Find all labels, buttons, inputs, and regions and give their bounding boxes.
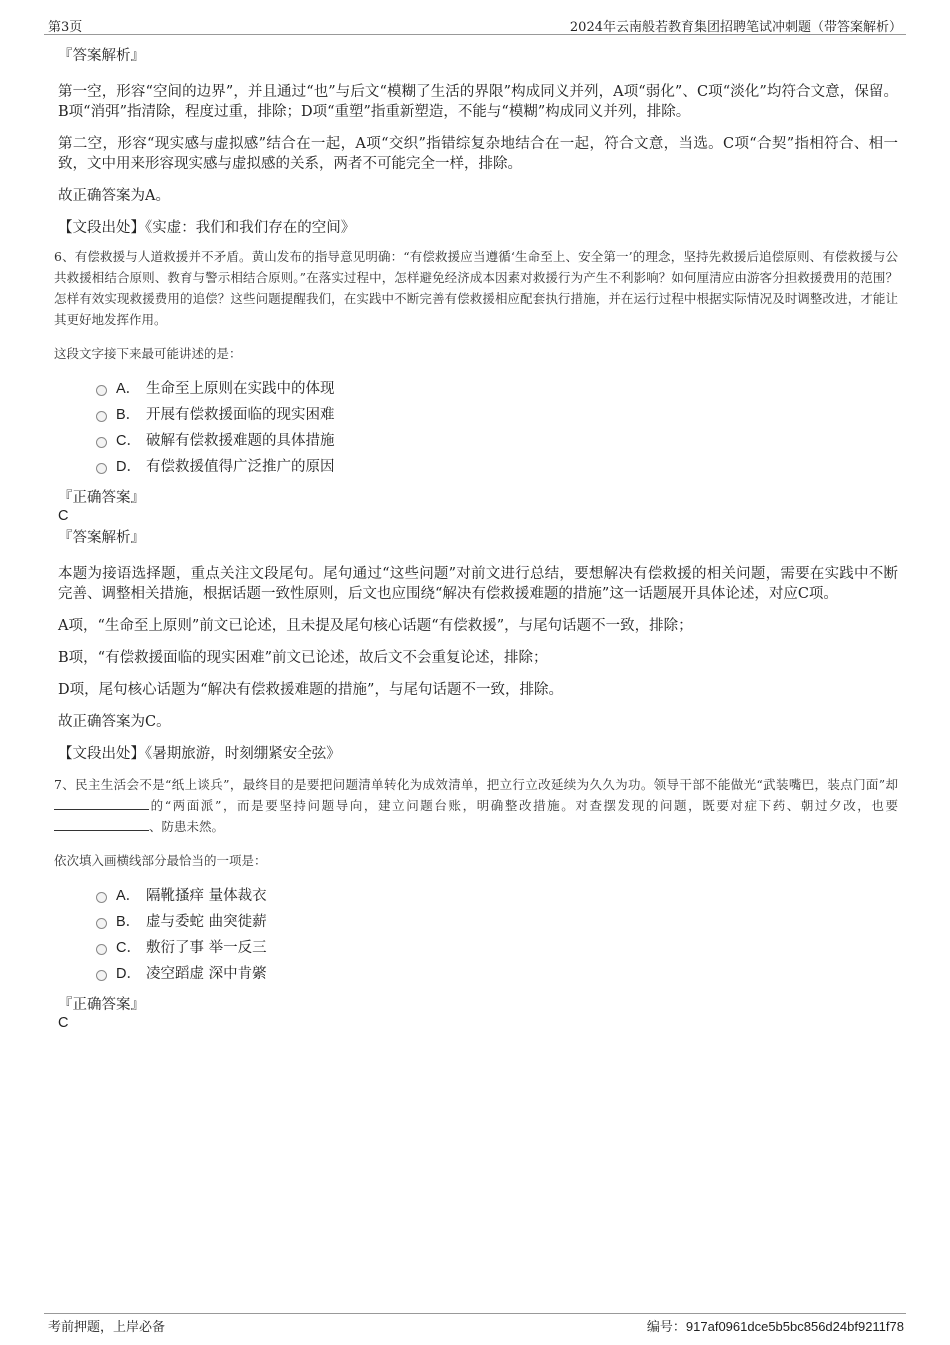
passage-source: 【文段出处】《实虚：我们和我们存在的空间》 — [58, 220, 356, 236]
page-header — [44, 14, 906, 35]
question-prompt: 这段文字接下来最可能讲述的是： — [54, 346, 242, 361]
footer-slogan: 考前押题，上岸必备 — [48, 1320, 166, 1335]
analysis-label: 『答案解析』 — [58, 48, 145, 64]
answer-label: 『正确答案』 — [58, 997, 145, 1013]
radio-button[interactable] — [96, 463, 107, 474]
option-b[interactable]: B． 虚与委蛇 曲突徙薪 — [96, 909, 898, 935]
question-stem-7: 7、民主生活会不是“纸上谈兵”，最终目的是要把问题清单转化为成效清单，把立行立改延续为久久为功。领导干部不能做光“武装嘴巴，装点门面”却的“两面派”，而是要坚持问题导向，建立问题台账，明确整改措施。对查摆发现的问题，既要对症下药、朝过夕改，也要、防患未然。 — [54, 777, 898, 834]
radio-button[interactable] — [96, 892, 107, 903]
radio-button[interactable] — [96, 411, 107, 422]
analysis-paragraph: 第一空，形容“空间的边界”，并且通过“也”与后文“模糊了生活的界限”构成同义并列，A项“弱化”、C项“淡化”均符合文意，保留。B项“消弭”指清除，程度过重，排除；D项“重塑”指重新塑造，不能与“模糊”构成同义并列，排除。 — [58, 84, 898, 120]
analysis-conclusion: 故正确答案为A。 — [58, 188, 170, 204]
option-d[interactable]: D． 有偿救援值得广泛推广的原因 — [96, 454, 898, 480]
option-a[interactable]: A． 生命至上原则在实践中的体现 — [96, 376, 898, 402]
page-content — [52, 44, 898, 1031]
analysis-label: 『答案解析』 — [58, 530, 145, 546]
option-list-6 — [96, 376, 898, 480]
analysis-paragraph: 第二空，形容“现实感与虚拟感”结合在一起，A项“交织”指错综复杂地结合在一起，符合文意，当选。C项“合契”指相符合、相一致，文中用来形容现实感与虚拟感的关系，两者不可能完全一样，排除。 — [58, 136, 898, 172]
radio-button[interactable] — [96, 385, 107, 396]
fill-blank-2 — [54, 818, 149, 831]
option-b[interactable]: B． 开展有偿救援面临的现实困难 — [96, 402, 898, 428]
page-number: 第3页 — [48, 20, 83, 35]
option-d[interactable]: D． 凌空蹈虚 深中肯綮 — [96, 961, 898, 987]
document-title: 2024年云南般若教育集团招聘笔试冲刺题（带答案解析） — [569, 20, 902, 35]
fill-blank-1 — [54, 797, 149, 810]
radio-button[interactable] — [96, 918, 107, 929]
answer-label: 『正确答案』 — [58, 490, 145, 506]
option-a[interactable]: A． 隔靴搔痒 量体裁衣 — [96, 883, 898, 909]
radio-button[interactable] — [96, 944, 107, 955]
analysis-paragraph: D项，尾句核心话题为“解决有偿救援难题的措施”，与尾句话题不一致，排除。 — [58, 682, 563, 698]
passage-source: 【文段出处】《暑期旅游，时刻绷紧安全弦》 — [58, 746, 341, 762]
radio-button[interactable] — [96, 437, 107, 448]
analysis-conclusion: 故正确答案为C。 — [58, 714, 171, 730]
analysis-paragraph: A项，“生命至上原则”前文已论述，且未提及尾句核心话题“有偿救援”，与尾句话题不一致，排除； — [58, 618, 693, 634]
analysis-paragraph: 本题为接语选择题，重点关注文段尾句。尾句通过“这些问题”对前文进行总结，要想解决有偿救援的相关问题，需要在实践中不断完善、调整相关措施，根据话题一致性原则，后文也应围绕“解决有偿救援难题的措施”这一话题展开具体论述，对应C项。 — [58, 566, 898, 602]
correct-answer: C — [58, 1015, 69, 1031]
question-stem-6: 6、有偿救援与人道救援并不矛盾。黄山发布的指导意见明确：“有偿救援应当遵循‘生命至上、安全第一’的理念，坚持先救援后追偿原则、有偿救援与公共救援相结合原则、教育与警示相结合原则。”在落实过程中，怎样避免经济成本因素对救援行为产生不利影响？如何厘清应由游客分担救援费用的范围？怎样有效实现救援费用的追偿？这些问题提醒我们，在实践中不断完善有偿救援相应配套执行措施，并在运行过程中根据实际情况及时调整改进，才能让其更好地发挥作用。 — [54, 249, 898, 327]
option-c[interactable]: C． 敷衍了事 举一反三 — [96, 935, 898, 961]
question-prompt: 依次填入画横线部分最恰当的一项是： — [54, 853, 267, 868]
page-footer — [44, 1313, 906, 1336]
radio-button[interactable] — [96, 970, 107, 981]
correct-answer: C — [58, 508, 69, 524]
option-c[interactable]: C． 破解有偿救援难题的具体措施 — [96, 428, 898, 454]
option-list-7 — [96, 883, 898, 987]
document-id: 编号：917af0961dce5b5bc856d24bf9211f78 — [646, 1319, 904, 1334]
analysis-paragraph: B项，“有偿救援面临的现实困难”前文已论述，故后文不会重复论述，排除； — [58, 650, 548, 666]
